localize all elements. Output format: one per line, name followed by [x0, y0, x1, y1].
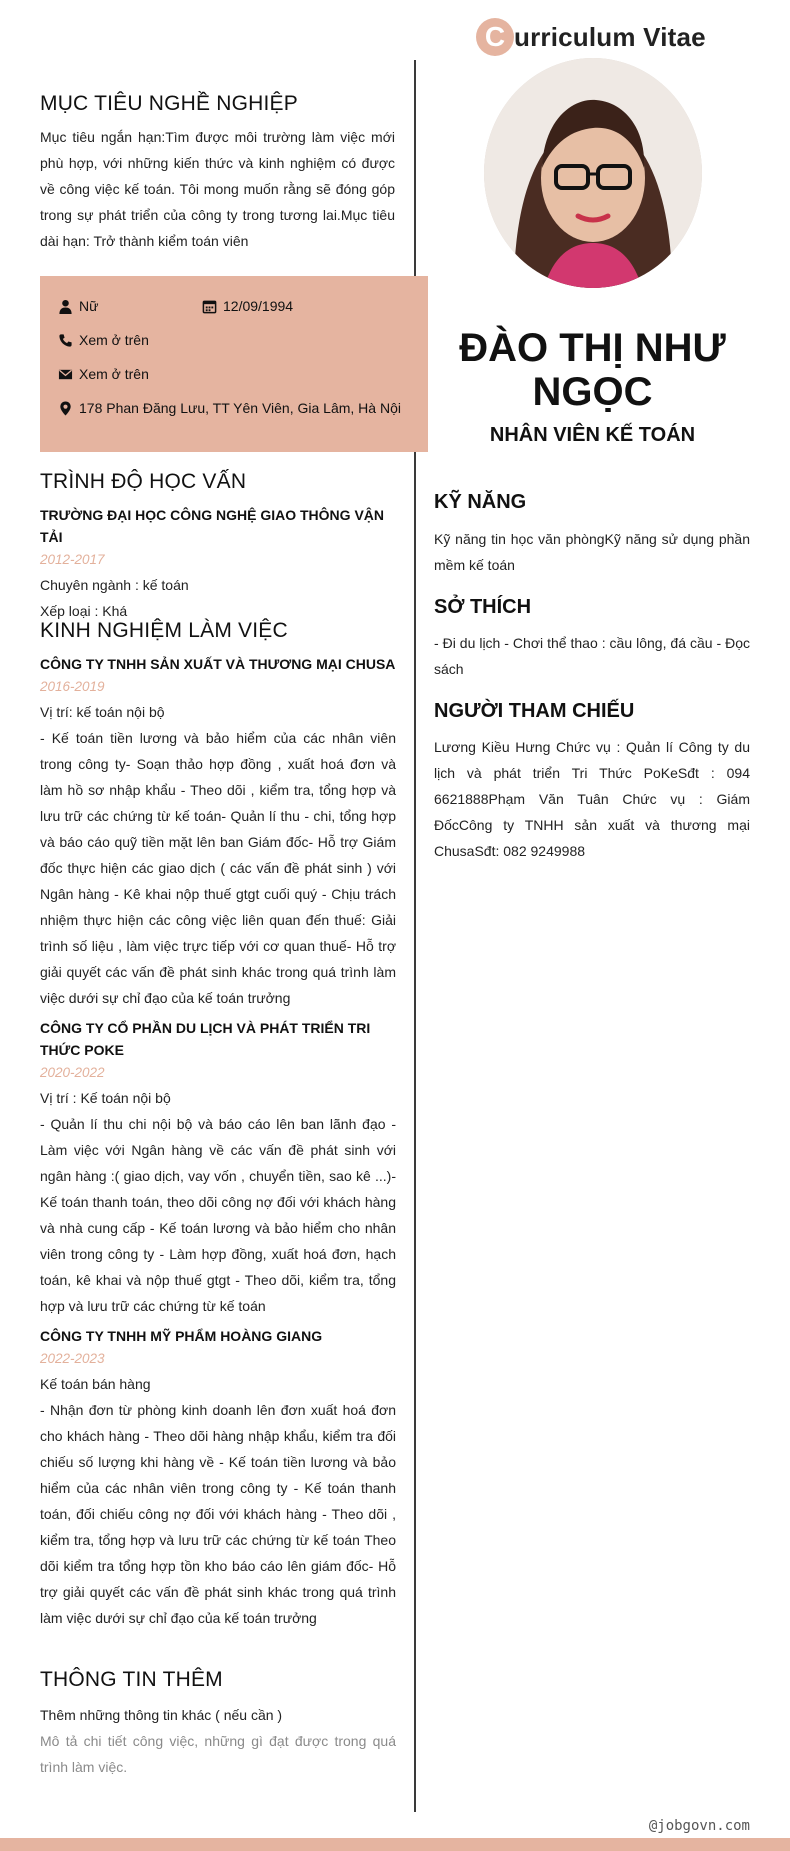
- contact-box: [40, 276, 428, 452]
- job-entry: [40, 653, 396, 1011]
- candidate-name: ĐÀO THỊ NHƯ NGỌC: [459, 326, 726, 414]
- experience-heading: KINH NGHIỆM LÀM VIỆC: [40, 619, 288, 642]
- additional-block: [40, 1702, 396, 1780]
- contact-address: [58, 400, 401, 416]
- birthday-value: 12/09/1994: [223, 298, 294, 314]
- skills-text: Kỹ năng tin học văn phòngKỹ năng sử dụng phần mềm kế toán: [434, 531, 750, 573]
- job-description: - Kế toán tiền lương và bảo hiểm của các nhân viên trong công ty- Soạn thảo hợp đồng , xuất hoá đơn và làm hồ sơ nhập khẩu - Theo dõi , kiểm tra, tổng hợp và lưu trữ các chứng từ kế toán- Quản lí thu - chi, tổng hợp và báo cáo quỹ tiền mặt lên ban Giám đốc- Hỗ trợ Giám đốc thực hiện các giao dịch ( các vấn đề phát sinh ) với Ngân hàng - Kê khai nộp thuế gtgt cuối quý - Chịu trách nhiệm thực hiện các công việc liên quan đến thuế: Giải trình số liệu , làm việc trực tiếp với cơ quan thuế- Hỗ trợ giải quyết các vấn đề phát sinh khác trong quá trình làm việc dưới sự chỉ đạo của kế toán trưởng: [40, 730, 396, 1006]
- objective-heading: MỤC TIÊU NGHỀ NGHIỆP: [40, 92, 298, 115]
- contact-phone: [58, 332, 149, 348]
- education-years: 2012-2017: [40, 552, 105, 567]
- candidate-title: NHÂN VIÊN KẾ TOÁN: [489, 424, 696, 446]
- location-pin-icon: [58, 401, 73, 416]
- education-block: [40, 504, 396, 624]
- objective-text: Mục tiêu ngắn hạn:Tìm được môi trường làm việc mới phù hợp, với những kiến thức và kinh nghiệm có được về công việc kế toán. Tôi mong muốn rằng sẽ đóng góp trong sự phát triển của công ty trong tương lai.Mục tiêu dài hạn: Trở thành kiểm toán viên: [40, 129, 395, 249]
- contact-birthday: [202, 298, 293, 314]
- education-heading: TRÌNH ĐỘ HỌC VẤN: [40, 470, 247, 493]
- job-company: CÔNG TY TNHH MỸ PHẨM HOÀNG GIANG: [40, 1328, 323, 1344]
- hobbies-heading: SỞ THÍCH: [434, 596, 532, 618]
- avatar: [484, 58, 702, 288]
- email-value: Xem ở trên: [79, 366, 149, 382]
- skills-heading: KỸ NĂNG: [434, 491, 527, 513]
- job-company: CÔNG TY CỔ PHẦN DU LỊCH VÀ PHÁT TRIỂN TRI THỨC POKE: [40, 1020, 371, 1058]
- school-name: TRƯỜNG ĐẠI HỌC CÔNG NGHỆ GIAO THÔNG VẬN TẢI: [40, 507, 385, 545]
- references-heading: NGƯỜI THAM CHIẾU: [434, 700, 635, 722]
- phone-icon: [58, 333, 73, 348]
- phone-value: Xem ở trên: [79, 332, 149, 348]
- hobbies-text: - Đi du lịch - Chơi thể thao : cầu lông, đá cầu - Đọc sách: [434, 635, 750, 677]
- job-years: 2016-2019: [40, 679, 105, 694]
- job-years: 2022-2023: [40, 1351, 105, 1366]
- additional-line-2: Mô tả chi tiết công việc, những gì đạt được trong quá trình làm việc.: [40, 1733, 396, 1775]
- job-entry: [40, 1017, 396, 1319]
- watermark: @jobgovn.com: [648, 1818, 750, 1834]
- job-entry: [40, 1325, 396, 1631]
- additional-heading: THÔNG TIN THÊM: [40, 1668, 223, 1691]
- cv-header: [476, 18, 706, 56]
- cv-logo-text: urriculum Vitae: [514, 21, 706, 52]
- references-text: Lương Kiều Hưng Chức vụ : Quản lí Công ty du lịch và phát triển Tri Thức PoKeSđt : 094 6621888Phạm Văn Tuân Chức vụ : Giám ĐốcCông ty TNHH sản xuất và thương mại ChusaSđt: 082 9249988: [434, 739, 750, 859]
- education-major: Chuyên ngành : kế toán: [40, 577, 189, 593]
- experience-list: [40, 653, 396, 1637]
- job-years: 2020-2022: [40, 1065, 105, 1080]
- calendar-icon: [202, 299, 217, 314]
- cv-logo-initial: C: [476, 18, 514, 56]
- job-description: - Quản lí thu chi nội bộ và báo cáo lên ban lãnh đạo - Làm việc với Ngân hàng về các vấn đề phát sinh với ngân hàng :( giao dịch, vay vốn , chuyển tiền, sao kê ...)- Kế toán thanh toán, theo dõi công nợ đối với khách hàng và nhà cung cấp - Kế toán lương và bảo hiểm cho nhân viên trong công ty - Làm hợp đồng, xuất hoá đơn, hạch toán, kê khai và nộp thuế gtgt - Theo dõi, kiểm tra, tổng hợp và lưu trữ các chứng từ kế toán: [40, 1116, 396, 1314]
- gender-value: Nữ: [79, 298, 99, 314]
- job-position: Vị trí : Kế toán nội bộ: [40, 1090, 171, 1106]
- contact-gender: [58, 298, 98, 314]
- education-rank: Xếp loại : Khá: [40, 603, 128, 619]
- job-position: Vị trí: kế toán nội bộ: [40, 704, 165, 720]
- job-description: - Nhận đơn từ phòng kinh doanh lên đơn xuất hoá đơn cho khách hàng - Theo dõi hàng nhập khẩu, kiểm tra đối chiếu số lượng khi hàng về - Kế toán tiền lương và bảo hiểm của các nhân viên trong công ty - Kế toán thanh toán, đối chiếu công nợ đối với khách hàng - Theo dõi , kiểm tra, tổng hợp và lưu trữ các chứng từ kế toán Theo dõi kiểm tra tổng hợp tồn kho báo cáo lên giám đốc- Hỗ trợ giải quyết các vấn đề phát sinh khác trong quá trình làm việc dưới sự chỉ đạo của kế toán trưởng: [40, 1402, 396, 1626]
- mail-icon: [58, 367, 73, 382]
- job-position: Kế toán bán hàng: [40, 1376, 151, 1392]
- contact-email: [58, 366, 149, 382]
- bottom-accent-bar: [0, 1838, 790, 1851]
- job-company: CÔNG TY TNHH SẢN XUẤT VÀ THƯƠNG MẠI CHUSA: [40, 656, 396, 672]
- address-value: 178 Phan Đăng Lưu, TT Yên Viên, Gia Lâm, Hà Nội: [79, 400, 401, 416]
- person-icon: [58, 299, 73, 314]
- additional-line-1: Thêm những thông tin khác ( nếu cần ): [40, 1707, 283, 1723]
